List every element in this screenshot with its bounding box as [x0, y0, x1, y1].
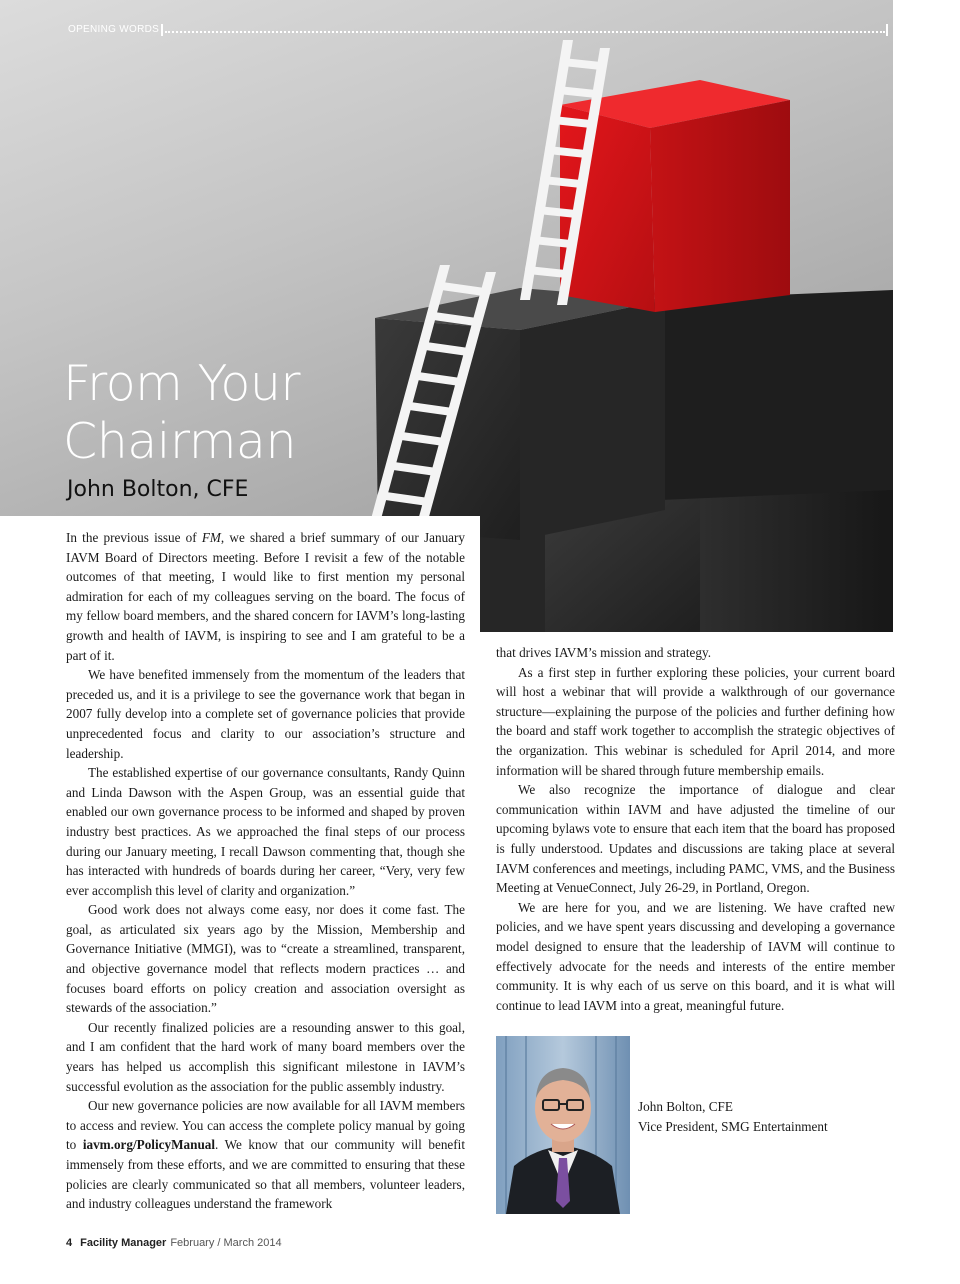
article-title-line2: Chairman [63, 413, 297, 470]
caption-name: John Bolton, CFE [638, 1099, 733, 1114]
paragraph-4: Good work does not always come easy, nor does it come fast. The goal, as articulated six years ago by the Mission, Membership and Governance Initiative (MMGI), was to “create a streamlined, transparent, and objective governance model that reflects modern practices … and focuses board efforts on policy creation and association oversight as stewards of the association.” [66, 902, 465, 1016]
article-byline: John Bolton, CFE [67, 477, 249, 502]
portrait-caption [638, 1097, 828, 1137]
article-column-right [496, 643, 895, 1015]
cube-middle-left-side [520, 300, 665, 540]
author-portrait [496, 1036, 630, 1214]
portrait-illustration [496, 1036, 630, 1214]
paragraph-6: Our new governance policies are now available for all IAVM members to access and review. You can access the complete policy manual by going to iavm.org/PolicyManual. We know that our community will benefit immensely from these efforts, and we are committed to ensuring that these policies are clearly communicated so that all members, volunteer leaders, and industry colleagues understand the framework [66, 1098, 465, 1212]
paragraph-7: As a first step in further exploring these policies, your current board will host a webinar that will provide a walkthrough of our governance structure—explaining the purpose of the policies and further defining how the board and staff work together to accomplish the strategic objectives of the organization. This webinar is scheduled for April 2014, and more information will be shared through future membership emails. [496, 664, 895, 778]
paragraph-1: In the previous issue of FM, we shared a brief summary of our January IAVM Board of Directors meeting. Before I revisit a few of the notable outcomes of that meeting, I would like to first mention my personal admiration for each of my colleagues serving on the board. The focus of my fellow board members, and the shared concern for IAVM’s long-lasting growth and health of IAVM, is inspiring to see and I am grateful to be a part of it. [66, 530, 466, 663]
page-footer [66, 1237, 282, 1249]
article-title [63, 355, 363, 471]
article-title-line1: From Your [63, 355, 301, 412]
policy-manual-link[interactable]: iavm.org/PolicyManual [82, 1137, 216, 1153]
paragraph-2: We have benefited immensely from the momentum of the leaders that preceded us, and it is a privilege to see the governance work that began in 2007 fully develop into a complete set of governance policies that provide unprecedented focus and clarity to our association’s structure and leadership. [66, 667, 465, 761]
caption-role: Vice President, SMG Entertainment [638, 1119, 828, 1134]
paragraph-9: We are here for you, and we are listening. We have crafted new policies, and we have spent years discussing and developing a governance model designed to ensure that the leadership of IAVM will continue to effectively advocate for the needs and interests of the entire member community. It is why each of us serve on this board, and it is what will continue to lead IAVM into a great, meaningful future. [496, 899, 895, 1013]
section-divider-right [886, 24, 888, 36]
paragraph-8: We also recognize the importance of dialogue and clear communication within IAVM and have adjusted the timeline of our upcoming bylaws vote to ensure that each item that the board has proposed is fully understood. Updates and discussions are taking place at several IAVM conferences and meetings, including PAMC, VMS, and the Business Meeting at VenueConnect, July 26-29, in Portland, Oregon. [496, 782, 896, 896]
article-column-left [66, 528, 465, 1214]
section-dotted-rule [165, 31, 885, 33]
issue-date: February / March 2014 [170, 1237, 282, 1249]
section-divider-left [161, 24, 163, 36]
page-number: 4 [66, 1237, 73, 1249]
magazine-name: Facility Manager [80, 1237, 167, 1249]
paragraph-3: The established expertise of our governance consultants, Randy Quinn and Linda Dawson with the Aspen Group, was an essential guide that enabled our own governance process to be informed and shaped by proven industry best practices. As we approached the final steps of our process during our January meeting, I recall Dawson commenting that, though she has interacted with hundreds of boards during her career, “Very, very few ever accomplish this level of clarity and organization.” [66, 765, 465, 898]
paragraph-5: Our recently finalized policies are a resounding answer to this goal, and I am confident that the hard work of many board members over the years has helped us accomplish this significant milestone in IAVM’s successful evolution as the association for the public assembly industry. [66, 1019, 465, 1094]
red-cube-side [650, 100, 790, 312]
section-label: OPENING WORDS [68, 24, 160, 35]
paragraph-6-continued: that drives IAVM’s mission and strategy. [496, 645, 712, 660]
cube-middle-right [655, 290, 893, 500]
